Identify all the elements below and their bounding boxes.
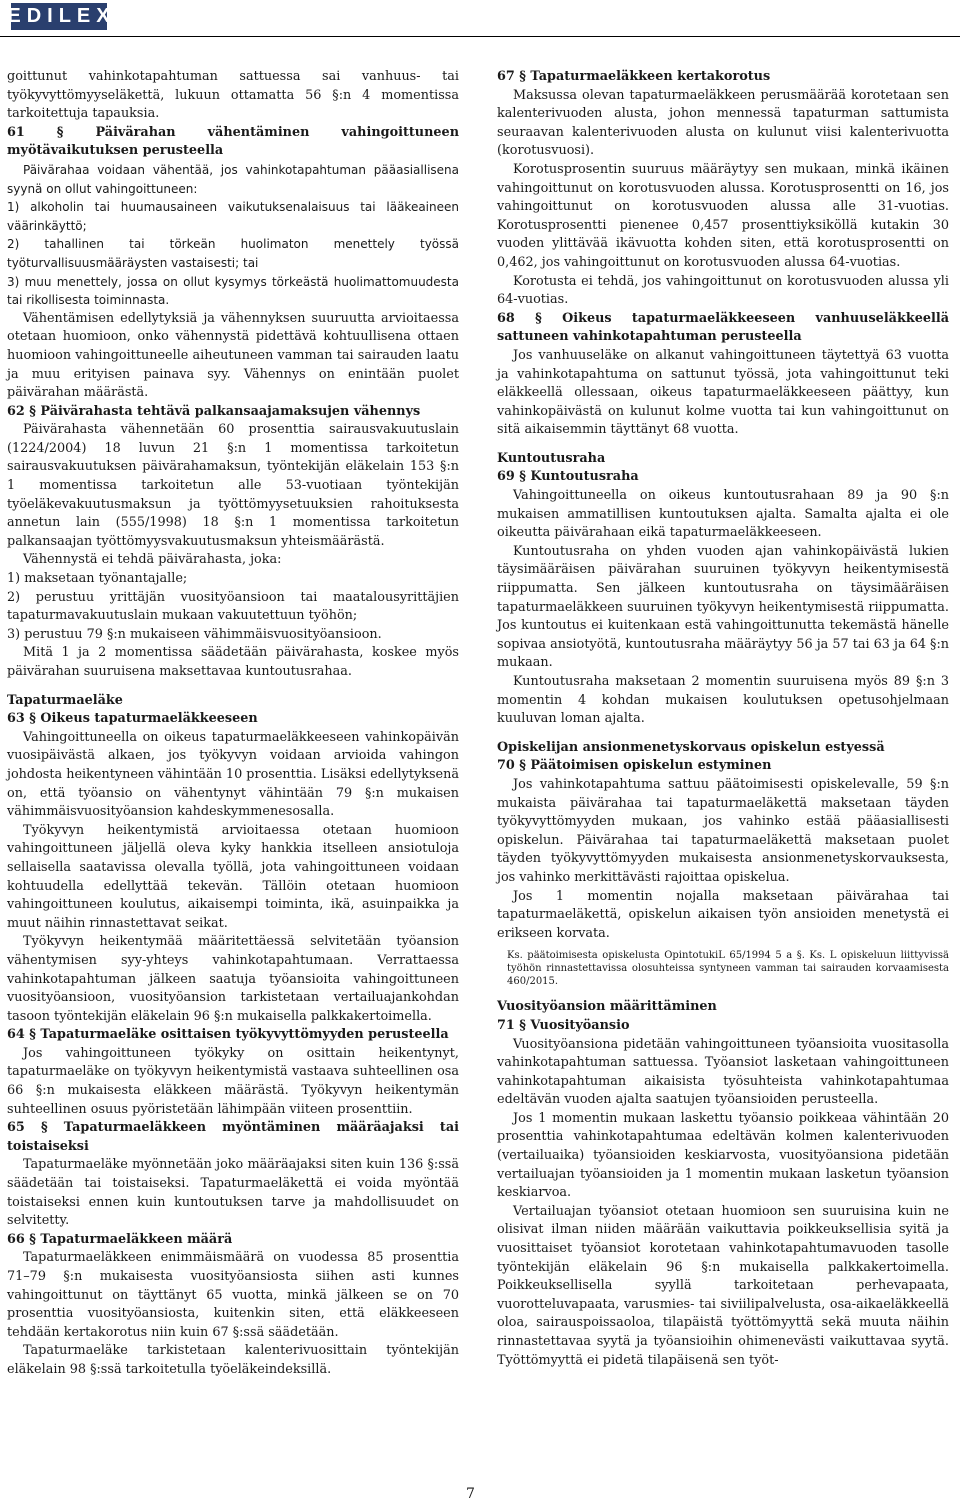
paragraph: 2) tahallinen tai törkeän huolimaton menettely työssä työturvallisuusmääräysten vastaisesti; tai [7,237,459,270]
section-heading: 62 § Päivärahasta tehtävä palkansaajamaksujen vähennys [7,403,421,419]
paragraph: Jos vahingoittuneen työkyky on osittain heikentynyt, tapaturmaeläke on työkyvyn heikentymistä vastaava suhteellinen osa 66 §:n mukaisesta eläkkeen määrästä. Työkyvyn heikentymän suhteellinen osuus pyöristetään lähimpään viiteen prosenttiin. [7,1045,459,1117]
page-number: 7 [466,1486,475,1502]
paragraph: Tapaturmaeläke tarkistetaan kalenterivuosittain työntekijän eläkelain 98 §:ssä tarkoitetulla työeläkeindeksillä. [7,1343,459,1377]
paragraph: Korotusprosentin suuruus määräytyy sen mukaan, minkä ikäinen vahingoittunut on korotusvuoden alussa. Korotusprosentti on 16, jos vahingoittunut on korotusvuoden alussa alle 31-vuotias. Korotusprosentti pienenee 0,457 prosenttiyksiköllä kutakin 30 vuoden ylittävää ikävuotta kohden siten, että korotusprosentti on 0,462, jos vahingoittunut on korotusvuoden alussa 64-vuotias. [497,161,949,270]
chapter-heading: Kuntoutusraha [497,450,606,466]
chapter-heading: Opiskelijan ansionmenetyskorvaus opiskelun estyessä [497,739,885,755]
section-heading: 65 § Tapaturmaeläkkeen myöntäminen määräajaksi tai toistaiseksi [7,1120,459,1154]
footnote: Ks. päätoimisesta opiskelusta OpintotukiL 65/1994 5 a §. Ks. L opiskeluun liittyvissä työhön rinnastettavissa olosuhteissa syntyneen vamman tai sairauden korvaamisesta 460/2015. [507,950,949,988]
section-heading: 66 § Tapaturmaeläkkeen määrä [7,1231,233,1247]
paragraph: Jos vanhuuseläke on alkanut vahingoittuneen täytettyä 63 vuotta ja vahinkotapahtuma on sattunut työssä, jota vahingoittunut teki eläkkeellä ollessaan, oikeus tapaturmaeläkkeeseen päättyy, kun vahinkopäivästä on kulunut kolme vuotta tai kun vahingoittunut on sitä aikaisemmin täyttänyt 68 vuotta. [497,347,949,438]
paragraph: Jos 1 momentin mukaan laskettu työansio poikkeaa vähintään 20 prosenttia vahinkotapahtumaa edeltävän kolmen kalenterivuoden (vertailuaika) työansioiden keskiarvosta, vuosityöansiona pidetään vertailuajan työansioiden ja 1 momentin mukaan lasketun työansion keskiarvoa. [497,1110,949,1201]
paragraph: 1) maksetaan työnantajalle; [7,571,188,587]
paragraph: Päivärahasta vähennetään 60 prosenttia sairausvakuutuslain (1224/2004) 18 luvun 21 §:n 1 momentissa tarkoitetun sairausvakuutuksen päivärahamaksun, työntekijän eläkelain 153 §:n 1 momentissa tarkoitetun alle 53-vuotiaan työntekijän työeläkevakuutusmaksun ja työttömyysetuuksien rahoituksesta annetun lain (555/1998) 18 §:n 1 momentissa tarkoitetun palkansaajan työttömyysvakuutusmaksun yhteismäärästä. [7,422,459,549]
paragraph: Maksussa olevan tapaturmaeläkkeen perusmäärää korotetaan sen kalenterivuoden alusta, johon mennessä tapaturman sattumista seuraavan kalenterivuoden alusta on kulunut viisi kalenterivuotta (korotusvuosi). [497,87,949,159]
header-rule [0,36,960,37]
paragraph: Vahingoittuneella on oikeus kuntoutusrahaan 89 ja 90 §:n mukaisen ammatillisen kuntoutuksen ajalta. Samalta ajalta ei ole oikeutta päivärahaan eikä tapaturmaeläkkeeseen. [497,488,949,541]
section-heading: 68 § Oikeus tapaturmaeläkkeeseen vanhuuseläkkeellä sattuneen vahinkotapahtuman perusteella [497,310,949,345]
section-heading: 64 § Tapaturmaeläke osittaisen työkyvyttömyyden perusteella [7,1027,449,1043]
paragraph: Vahingoittuneella on oikeus tapaturmaeläkkeeseen vahinkopäivän vuosipäivästä alkaen, jos työkyvyn voidaan arvioida vahingon johdosta heikentyneen vähintään 10 prosenttia. Lisäksi edellytyksenä on, että työansio on vähentynyt vähintään 79 §:n mukaisen vähimmäisvuosityöansion kahdeskymmenesosalla. [7,729,459,820]
paragraph: Tapaturmaeläke myönnetään joko määräajaksi siten kuin 136 §:ssä säädetään tai toistaiseksi. Tapaturmaeläkettä ei voida myöntää toistaiseksi ennen kuin kuntoutuksen tarve ja mahdollisuudet on selvitetty. [7,1157,459,1229]
paragraph: Mitä 1 ja 2 momentissa säädetään päivärahasta, koskee myös päivärahan suuruisena maksettavaa kuntoutusrahaa. [7,645,459,679]
right-column [497,68,949,1370]
section-heading: 61 § Päivärahan vähentäminen vahingoittuneen myötävaikutuksen perusteella [7,124,459,159]
section-heading: 63 § Oikeus tapaturmaeläkkeeseen [7,711,258,727]
paragraph: Vertailuajan työansiot otetaan huomioon sen suuruisina kuin ne olisivat ilman niiden määrään vaikuttavia poikkeuksellisia syitä ja vuosittaiset työansiot korotetaan vahinkotapahtumavuoden tasolle työntekijän eläkelain 96 §:n mukaisella palkkakertoimella. Poikkeuksellisella syyllä tarkoitetaan perhevapaata, vuorotteluvapaata, varusmies- tai siviilipalvelusta, osa-aikaeläkkeellä oloa, sairauspoissaoloa, tilapäistä työttömyyttä sekä muuta näihin rinnastettavaa syytä ja työansioihin ohimenevästi vaikuttavaa syytä. Työttömyyttä ei pidetä tilapäisenä sen työt- [497,1203,949,1368]
paragraph: 1) alkoholin tai huumausaineen vaikutuksenalaisuus tai lääkeaineen väärinkäyttö; [7,200,459,233]
section-heading: 69 § Kuntoutusraha [497,469,639,485]
paragraph: goittunut vahinkotapahtuman sattuessa sai vanhuus- tai työkyvyttömyyseläkettä, lukuun ottamatta 56 §:n 4 momentissa tarkoitettuja tapauksia. [7,69,459,122]
paragraph: Korotusta ei tehdä, jos vahingoittunut on korotusvuoden alussa yli 64-vuotias. [497,273,949,308]
paragraph: Kuntoutusraha maksetaan 2 momentin suuruisena myös 89 §:n 3 momentin 4 kohdan mukaisen koulutuksen opetusohjelmaan kuuluvan loman ajalta. [497,674,949,727]
edilex-logo [7,3,116,30]
chapter-heading: Vuosityöansion määrittäminen [497,999,717,1015]
paragraph: 3) muu menettely, jossa on ollut kysymys törkeästä huolimattomuudesta tai rikollisesta toiminnasta. [7,274,459,308]
paragraph: Kuntoutusraha on yhden vuoden ajan vahinkopäivästä lukien täysimääräisen päivärahan suuruinen työkyvyn heikentymisestä riippumatta. Sen jälkeen kuntoutusraha on täysimääräisen tapaturmaeläkkeen suuruinen työkyvyn heikentymisestä riippumatta. Jos kuntoutus ei kuitenkaan estä vahingoittunutta tekemästä hänelle sopivaa ansiotyötä, kuntoutusraha määräytyy 56 ja 57 tai 63 ja 64 §:n mukaan. [497,543,949,671]
section-heading: 70 § Päätoimisen opiskelun estyminen [497,758,772,774]
paragraph: Työkyvyn heikentymää määritettäessä selvitetään työansion vähentymisen syy-yhteys vahinkotapahtumaan. Verrattaessa vahinkotapahtuman jälkeen saatuja työansioita vahingoittuneen vuosityöansioon, vuosityöansion tarkistetaan vertailuajankohdan tasoon työntekijän eläkelain 96 §:n mukaisella palkkakertoimella. [7,934,459,1024]
paragraph: Vähentämisen edellytyksiä ja vähennyksen suuruutta arvioitaessa otetaan huomioon, onko vähennystä pidettävä kohtuullisena ottaen huomioon vahingoittuneelle aiheutuneen vamman tai sairauden laatu ja muu erityisen painava syy. Vähennys on enintään puolet päivärahan määrästä. [7,310,459,401]
chapter-heading: Tapaturmaeläke [7,692,123,708]
left-column [7,68,459,1380]
section-heading: 71 § Vuosityöansio [497,1017,630,1033]
paragraph: Vuosityöansiona pidetään vahingoittuneen työansioita vuositasolla vahinkotapahtuman sattuessa. Työansiot lasketaan vahingoittuneen vahinkotapahtuman aikaisista työsuhteista vahinkotapahtumaa edeltävän vuoden ajalta saatujen työansioiden perusteella. [497,1036,949,1108]
paragraph: 3) perustuu 79 §:n mukaiseen vähimmäisvuosityöansioon. [7,626,382,642]
section-heading: 67 § Tapaturmaeläkkeen kertakorotus [497,69,771,84]
paragraph: Tapaturmaeläkkeen enimmäismäärä on vuodessa 85 prosenttia 71–79 §:n mukaisesta vuosityöansiosta siihen asti kunnes vahingoittunut on täyttänyt 65 vuotta, minkä jälkeen se on 70 prosenttia vuosityöansiosta, kuitenkin siten, että eläkkeeseen tehdään kertakorotus niin kuin 67 §:ssä säädetään. [7,1250,459,1340]
paragraph: Päivärahaa voidaan vähentää, jos vahinkotapahtuman pääasiallisena syynä on ollut vahingoittuneen: [7,162,459,196]
paragraph: 2) perustuu yrittäjän vuosityöansioon tai maatalousyrittäjien tapaturmavakuutuslain mukaan vakuutettuun työhön; [7,589,459,624]
paragraph: Jos vahinkotapahtuma sattuu päätoimisesti opiskelevalle, 59 §:n mukaista päivärahaa tai tapaturmaeläkettä maksetaan täyden työkyvyttömyyden mukaan, jos vahinko estää pääasiallisesti opiskelun. Päivärahaa tai tapaturmaeläkettä maksetaan puolet täyden työkyvyttömyyden mukaisesta ansionmenetyskorvauksesta, jos vahinko merkittävästi rajoittaa opiskelua. [497,776,949,885]
paragraph: Vähennystä ei tehdä päivärahasta, joka: [23,552,282,568]
paragraph: Työkyvyn heikentymistä arvioitaessa otetaan huomioon vahingoittuneen jäljellä oleva kyky hankkia itselleen ansiotuloja sellaisella saatavissa olevalla työllä, jota vahingoittuneen voidaan kohtuudella edellyttää tekevän. Tällöin otetaan huomioon vahingoittuneen koulutus, aikaisempi toiminta, ikä, asuinpaikka ja muut näihin rinnastettavat seikat. [7,822,459,931]
logo-text: EDILEX [7,5,116,27]
paragraph: Jos 1 momentin nojalla maksetaan päivärahaa tai tapaturmaeläkettä, opiskelun aikaisen työn ansioiden menetystä ei erikseen korvata. [497,888,949,941]
